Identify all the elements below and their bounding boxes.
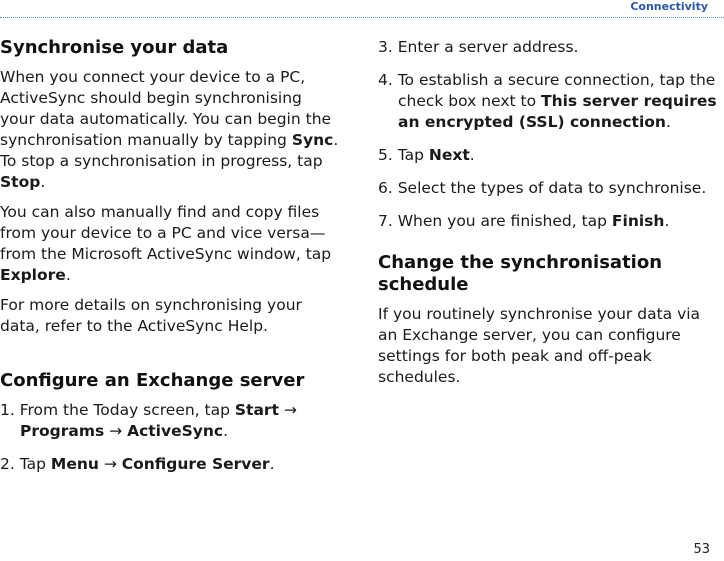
schedule-heading: Change the synchronisation schedule: [378, 252, 663, 295]
step-1: 1. From the Today screen, tap Start → Programs → ActiveSync.: [0, 401, 297, 440]
running-head: Connectivity: [630, 0, 708, 13]
exchange-steps: [0, 400, 340, 475]
sync-keyword: Sync: [291, 131, 334, 149]
step-2: 2. Tap Menu → Configure Server.: [0, 455, 275, 473]
sync-heading: Synchronise your data: [0, 37, 229, 58]
step-7: 7. When you are finished, tap Finish.: [378, 212, 670, 230]
sync-paragraph-2: You can also manually find and copy files from your device to a PC and vice versa—from the Microsoft ActiveSync window, tap Explore.: [0, 203, 332, 284]
explore-keyword: Explore: [0, 266, 66, 284]
step-6: 6. Select the types of data to synchronise.: [378, 179, 707, 197]
step-3: 3. Enter a server address.: [378, 38, 579, 56]
right-column: [378, 37, 718, 397]
header-divider: [0, 17, 724, 18]
schedule-paragraph: If you routinely synchronise your data via an Exchange server, you can configure settings for both peak and off-peak schedules.: [378, 305, 701, 386]
step-5: 5. Tap Next.: [378, 146, 475, 164]
exchange-steps-continued: [378, 37, 718, 232]
step-4: 4. To establish a secure connection, tap the check box next to This server requires an encrypted (SSL) connection.: [378, 71, 717, 131]
page-number: 53: [693, 542, 710, 557]
exchange-heading: Configure an Exchange server: [0, 370, 305, 391]
left-column: [0, 37, 340, 487]
sync-paragraph-1: When you connect your device to a PC, ActiveSync should begin synchronising your data automatically. You can begin the synchronisation manually by tapping Sync. To stop a synchronisation in progress, tap Stop.: [0, 68, 339, 191]
stop-keyword: Stop: [0, 173, 41, 191]
sync-paragraph-3: For more details on synchronising your data, refer to the ActiveSync Help.: [0, 296, 302, 335]
